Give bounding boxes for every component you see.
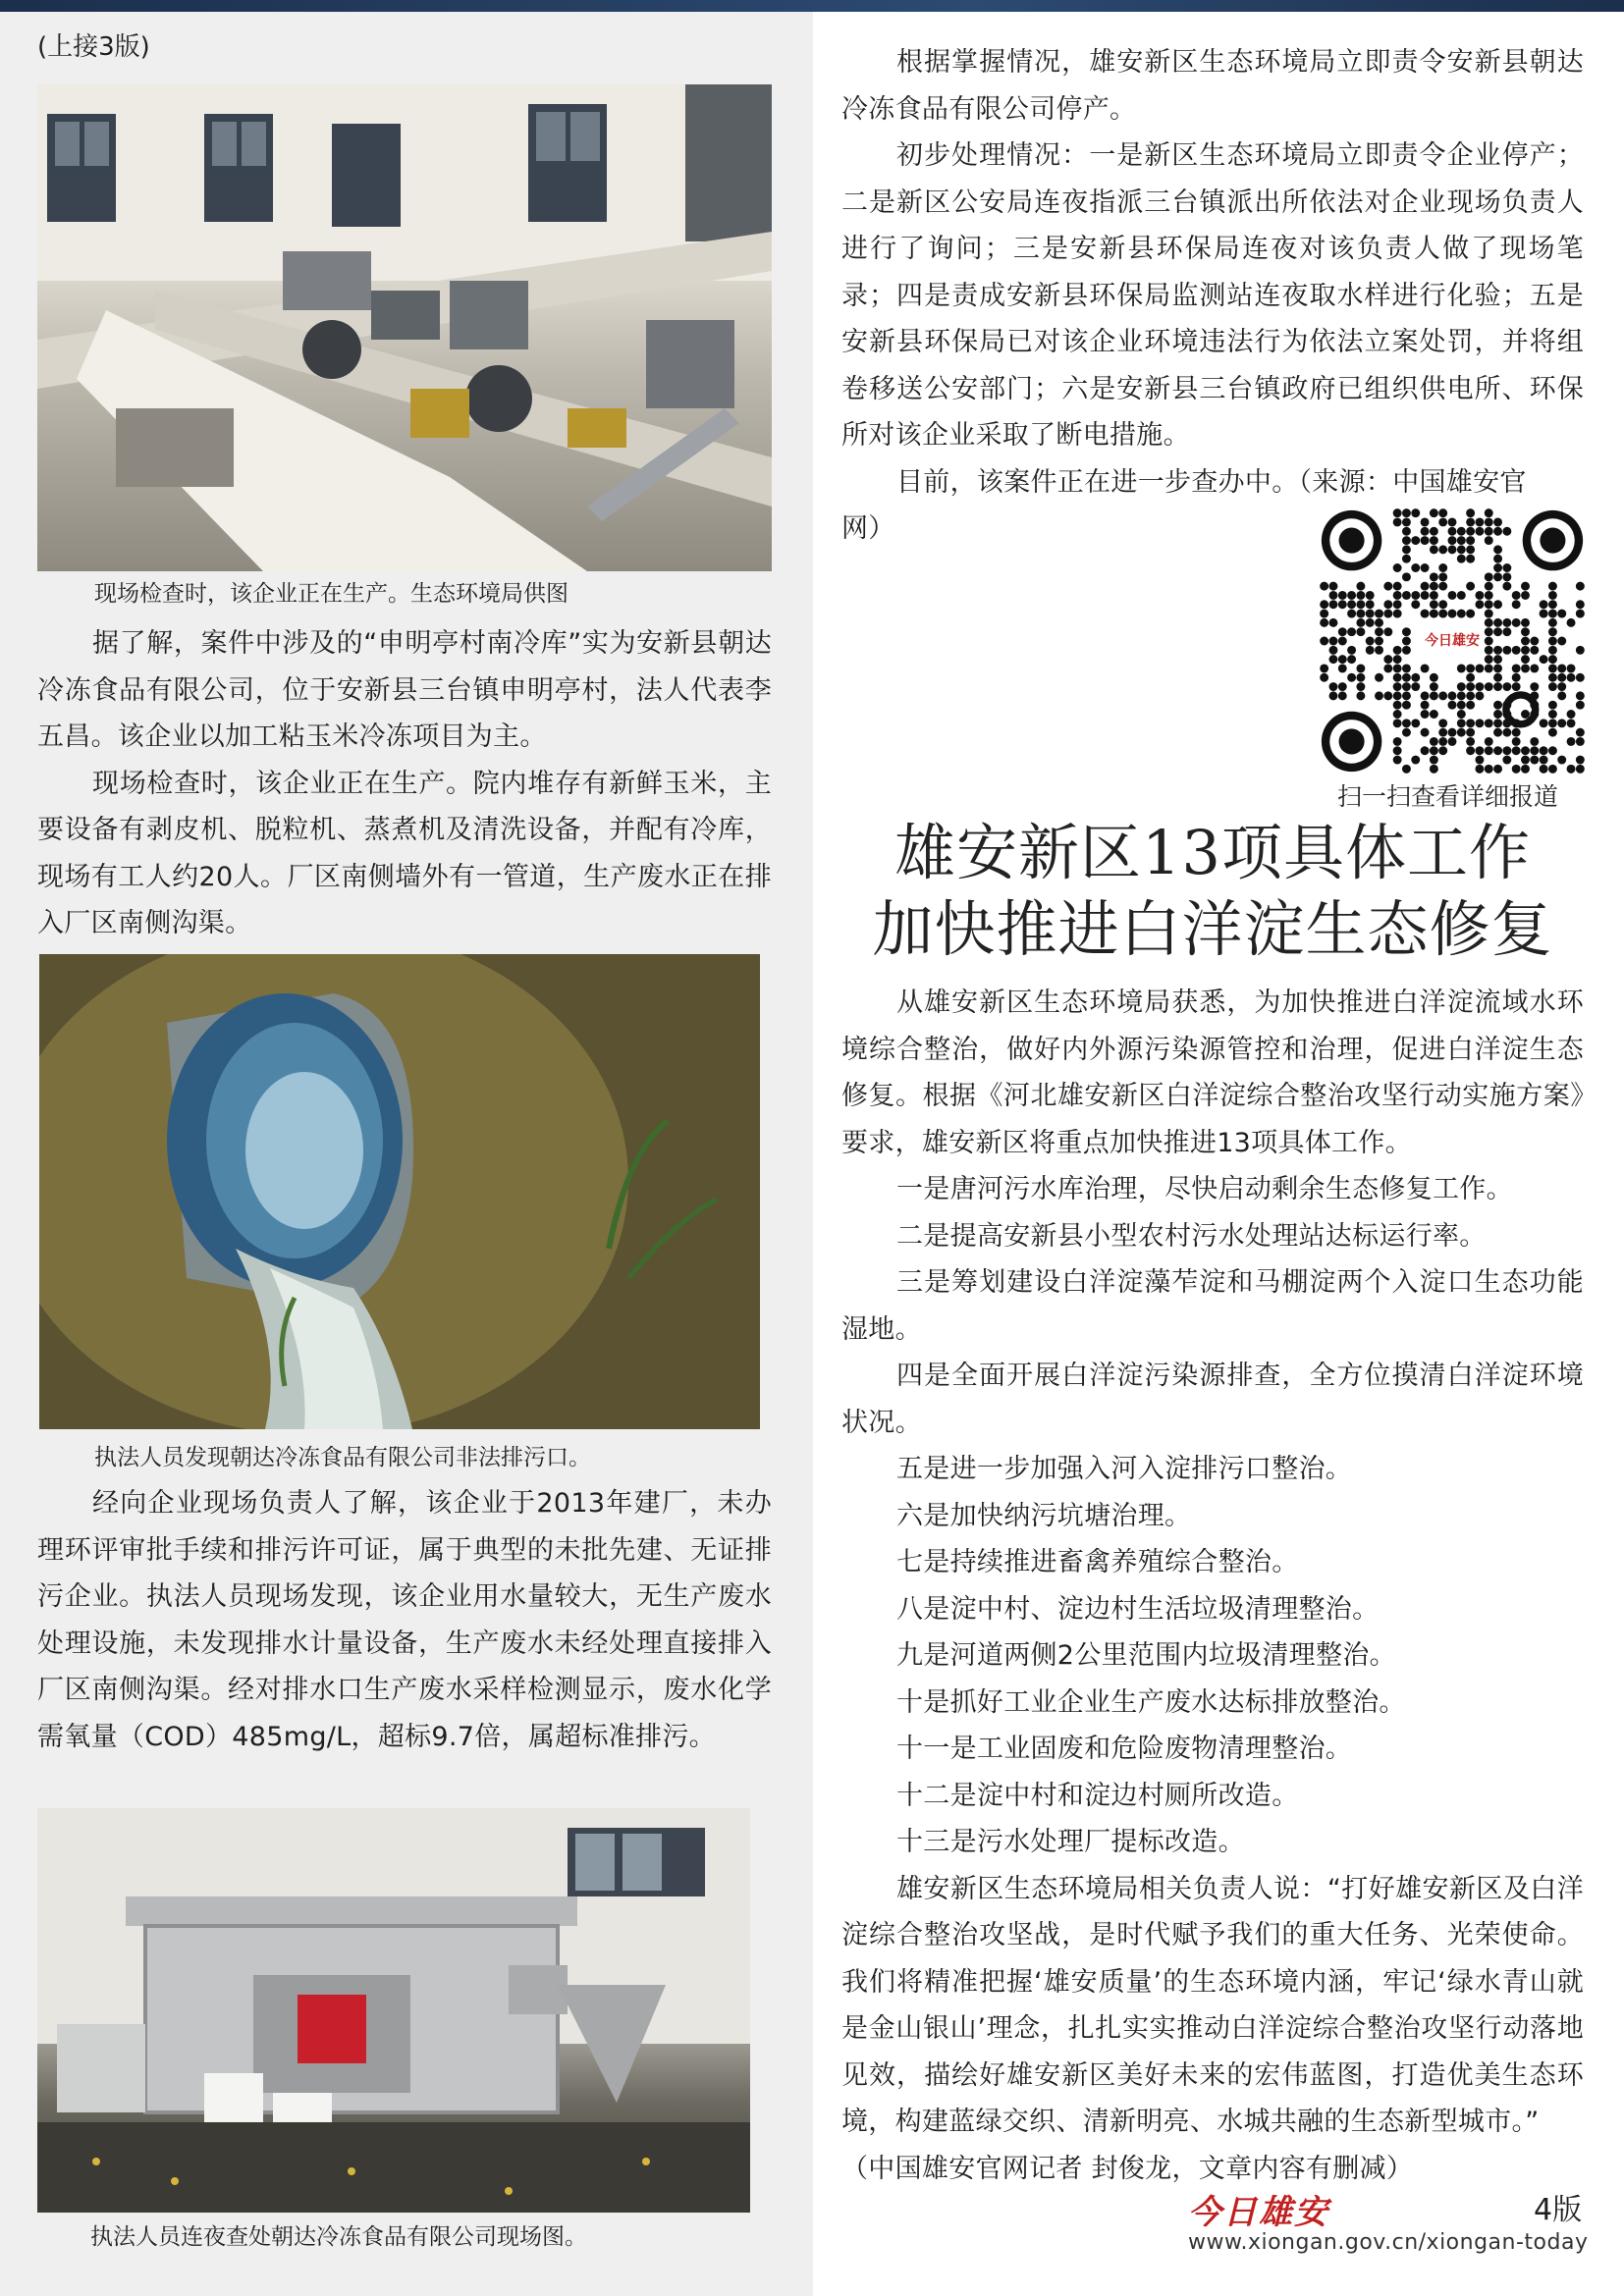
right-paragraph-3b: 网）	[841, 513, 895, 544]
right-paragraph-1: 根据掌握情况，雄安新区生态环境局立即责令安新县朝达冷冻食品有限公司停产。	[841, 47, 1584, 125]
headline	[835, 815, 1591, 968]
work-item: 八是淀中村、淀边村生活垃圾清理整治。	[896, 1593, 1380, 1625]
qr-logo: 今日雄安	[1423, 628, 1482, 654]
work-item: 十二是淀中村和淀边村厕所改造。	[896, 1780, 1299, 1811]
left-paragraph-3: 经向企业现场负责人了解，该企业于2013年建厂，未办理环评审批手续和排污许可证，属于典型的未批先建、无证排污企业。执法人员现场发现，该企业用水量较大，无生产废水处理设施，未发现排水计量设备，生产废水未经处理直接排入厂区南侧沟渠。经对排水口生产废水采样检测显示，废水化学需氧量（COD）485mg/L，超标9.7倍，属超标准排污。	[37, 1488, 772, 1752]
page-number: 4版	[1534, 2193, 1583, 2227]
footer-logo: 今日雄安	[1188, 2193, 1329, 2232]
photo1-caption: 现场检查时，该企业正在生产。生态环境局供图	[94, 581, 568, 607]
drain-pipe-photo	[39, 954, 760, 1429]
work-item: 十三是污水处理厂提标改造。	[896, 1827, 1245, 1857]
work-item: 六是加快纳污坑塘治理。	[896, 1500, 1192, 1531]
right-paragraph-2: 初步处理情况：一是新区生态环境局立即责令企业停产；二是新区公安局连夜指派三台镇派出所依法对企业现场负责人进行了询问；三是安新县环保局连夜对该负责人做了现场笔录；四是责成安新县环保局监测站连夜取水样进行化验；五是安新县环保局已对该企业环境违法行为依法立案处罚，并将组卷移送公安部门；六是安新县三台镇政府已组织供电所、环保所对该企业采取了断电措施。	[841, 140, 1584, 451]
work-item: 九是河道两侧2公里范围内垃圾清理整治。	[896, 1640, 1396, 1671]
qr-caption: 扫一扫查看详细报道	[1337, 782, 1559, 811]
left-paragraph-1: 据了解，案件中涉及的“申明亭村南冷库”实为安新县朝达冷冻食品有限公司，位于安新县三台镇申明亭村，法人代表李五昌。该企业以加工粘玉米冷冻项目为主。	[37, 628, 772, 752]
work-item: 四是全面开展白洋淀污染源排查，全方位摸清白洋淀环境状况。	[841, 1361, 1584, 1438]
work-item: 十一是工业固废和危险废物清理整治。	[896, 1734, 1353, 1764]
processing-machine-photo	[37, 1808, 750, 2213]
headline-line-1: 雄安新区13项具体工作	[894, 817, 1531, 888]
top-color-bar	[0, 0, 1624, 12]
left-paragraph-2: 现场检查时，该企业正在生产。院内堆存有新鲜玉米，主要设备有剥皮机、脱粒机、蒸煮机及清洗设备，并配有冷库，现场有工人约20人。厂区南侧墙外有一管道，生产废水正在排入厂区南侧沟渠。	[37, 768, 772, 938]
work-item: 五是进一步加强入河入淀排污口整治。	[896, 1454, 1353, 1484]
work-item: 三是筹划建设白洋淀藻苲淀和马棚淀两个入淀口生态功能湿地。	[841, 1267, 1584, 1345]
article-body	[841, 980, 1584, 2192]
work-items-list	[841, 1166, 1584, 1866]
byline: （中国雄安官网记者 封俊龙，文章内容有删减）	[841, 2153, 1414, 2184]
continued-label: (上接3版)	[37, 32, 150, 62]
work-item: 七是持续推进畜禽养殖综合整治。	[896, 1547, 1299, 1577]
work-item: 二是提高安新县小型农村污水处理站达标运行率。	[896, 1220, 1487, 1252]
article-intro: 从雄安新区生态环境局获悉，为加快推进白洋淀流域水环境综合整治，做好内外源污染源管控和治理，促进白洋淀生态修复。根据《河北雄安新区白洋淀综合整治攻坚行动实施方案》要求，雄安新区将重点加快推进13项具体工作。	[841, 988, 1584, 1158]
qr-code[interactable]	[1320, 508, 1585, 774]
factory-interior-photo	[37, 84, 772, 571]
headline-line-2: 加快推进白洋淀生态修复	[872, 893, 1553, 965]
work-item: 一是唐河污水库治理，尽快启动剩余生态修复工作。	[896, 1174, 1513, 1204]
footer-url[interactable]: www.xiongan.gov.cn/xiongan-today	[1188, 2230, 1589, 2255]
work-item: 十是抓好工业企业生产废水达标排放整治。	[896, 1686, 1406, 1718]
photo3-caption: 执法人员连夜查处朝达冷冻食品有限公司现场图。	[90, 2224, 587, 2250]
official-quote: 雄安新区生态环境局相关负责人说：“打好雄安新区及白洋淀综合整治攻坚战，是时代赋予我们的重大任务、光荣使命。我们将精准把握‘雄安质量’的生态环境内涵，牢记‘绿水青山就是金山银山’理念，扎扎实实推动白洋淀综合整治攻坚行动落地见效，描绘好雄安新区美好未来的宏伟蓝图，打造优美生态环境，构建蓝绿交织、清新明亮、水城共融的生态新型城市。”	[841, 1873, 1584, 2137]
photo2-caption: 执法人员发现朝达冷冻食品有限公司非法排污口。	[94, 1445, 591, 1470]
right-paragraph-3a: 目前，该案件正在进一步查办中。（来源：中国雄安官	[896, 466, 1527, 498]
